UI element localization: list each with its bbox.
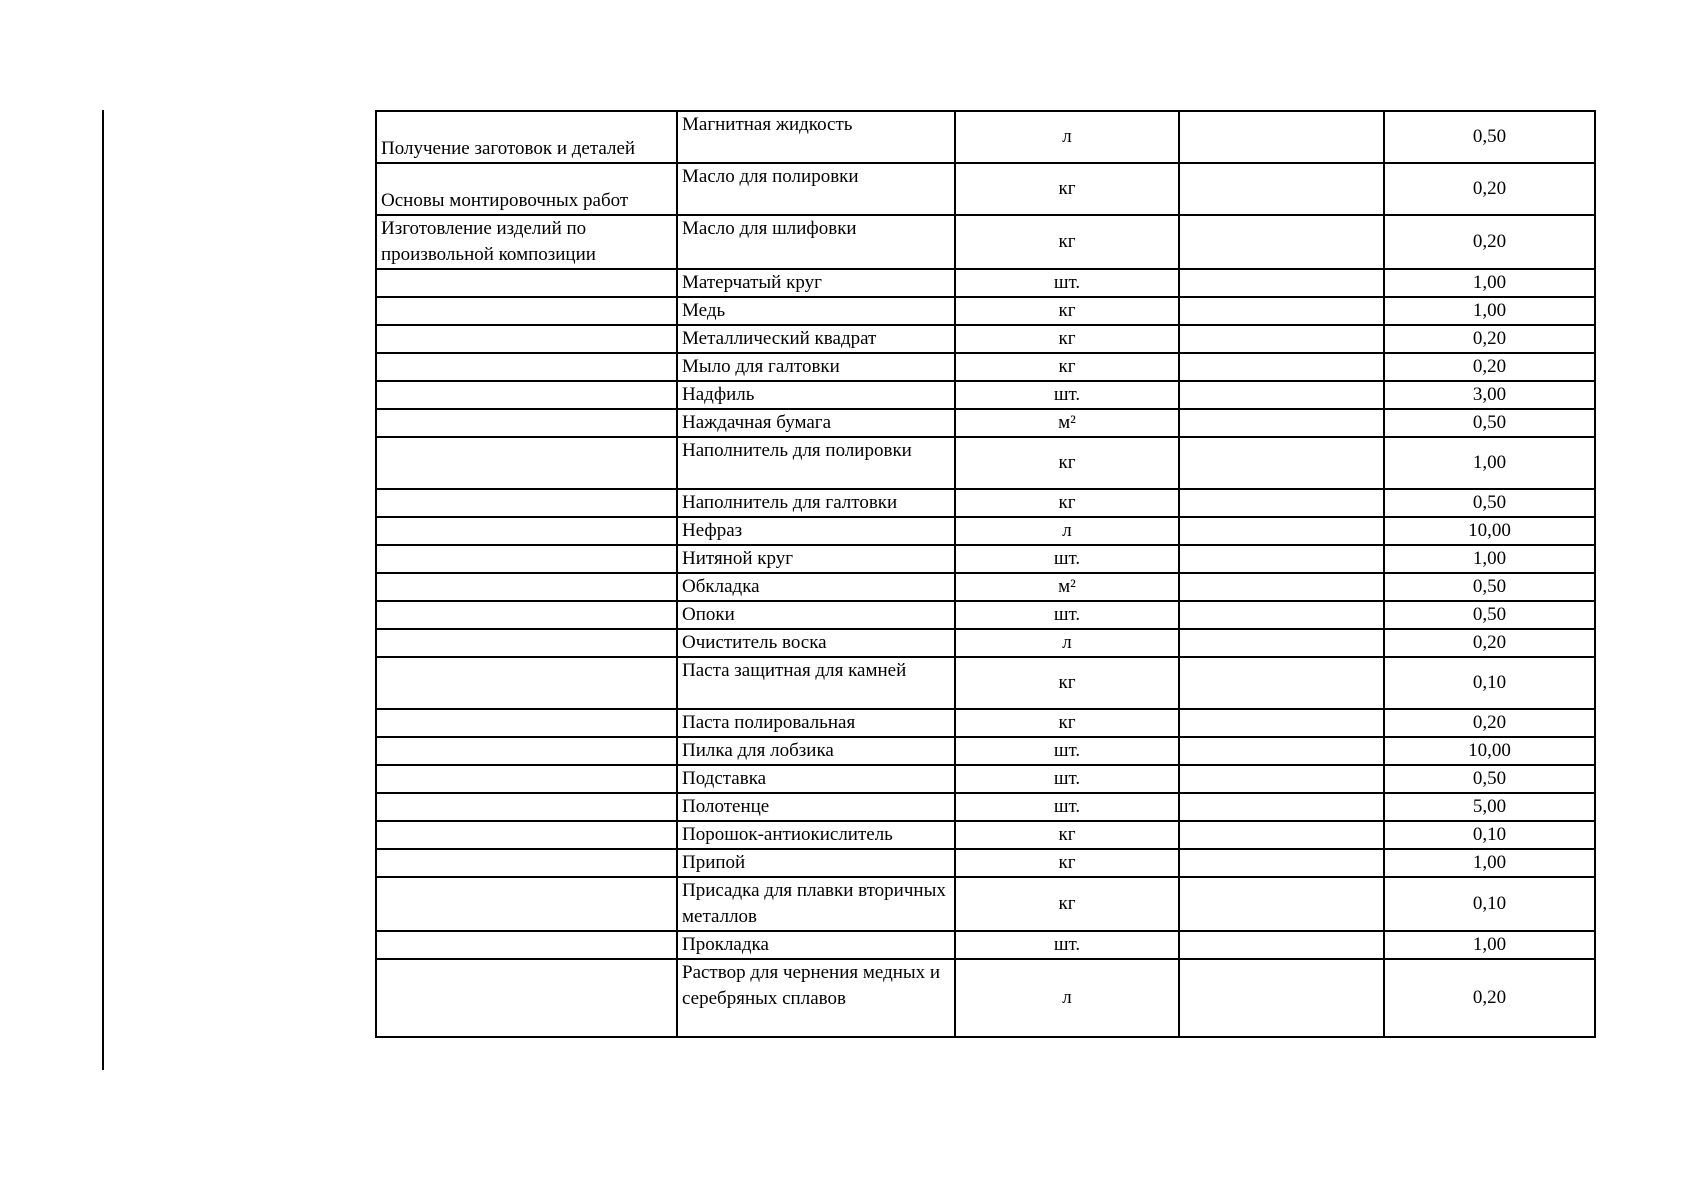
empty-cell bbox=[1179, 517, 1384, 545]
unit-cell: шт. bbox=[955, 931, 1179, 959]
table-row bbox=[376, 765, 1595, 793]
quantity-cell: 0,50 bbox=[1384, 601, 1595, 629]
table-row bbox=[376, 821, 1595, 849]
unit-cell: кг bbox=[955, 657, 1179, 709]
unit-cell: кг bbox=[955, 353, 1179, 381]
table-row bbox=[376, 489, 1595, 517]
quantity-cell: 1,00 bbox=[1384, 545, 1595, 573]
unit-cell: шт. bbox=[955, 381, 1179, 409]
topic-cell bbox=[376, 709, 677, 737]
unit-cell: кг bbox=[955, 849, 1179, 877]
material-name-cell: Раствор для чернения медных и серебряных сплавов bbox=[677, 959, 955, 1037]
material-name-cell: Подставка bbox=[677, 765, 955, 793]
quantity-cell: 0,20 bbox=[1384, 325, 1595, 353]
table-row bbox=[376, 793, 1595, 821]
topic-cell: Основы монтировочных работ bbox=[376, 163, 677, 215]
topic-cell bbox=[376, 931, 677, 959]
unit-cell: шт. bbox=[955, 269, 1179, 297]
unit-cell: л bbox=[955, 959, 1179, 1037]
empty-cell bbox=[1179, 601, 1384, 629]
quantity-cell: 1,00 bbox=[1384, 437, 1595, 489]
table-row bbox=[376, 877, 1595, 931]
table-row bbox=[376, 601, 1595, 629]
empty-cell bbox=[1179, 877, 1384, 931]
material-name-cell: Наполнитель для полировки bbox=[677, 437, 955, 489]
material-name-cell: Прокладка bbox=[677, 931, 955, 959]
quantity-cell: 5,00 bbox=[1384, 793, 1595, 821]
table-row bbox=[376, 269, 1595, 297]
topic-cell bbox=[376, 437, 677, 489]
table-row bbox=[376, 517, 1595, 545]
table-row bbox=[376, 215, 1595, 269]
unit-cell: л bbox=[955, 111, 1179, 163]
empty-cell bbox=[1179, 381, 1384, 409]
unit-cell: л bbox=[955, 629, 1179, 657]
empty-cell bbox=[1179, 959, 1384, 1037]
empty-cell bbox=[1179, 821, 1384, 849]
unit-cell: кг bbox=[955, 163, 1179, 215]
quantity-cell: 0,20 bbox=[1384, 163, 1595, 215]
topic-cell bbox=[376, 297, 677, 325]
quantity-cell: 0,10 bbox=[1384, 657, 1595, 709]
material-name-cell: Опоки bbox=[677, 601, 955, 629]
topic-cell bbox=[376, 489, 677, 517]
unit-cell: шт. bbox=[955, 737, 1179, 765]
quantity-cell: 1,00 bbox=[1384, 269, 1595, 297]
topic-cell bbox=[376, 849, 677, 877]
topic-cell bbox=[376, 657, 677, 709]
table-row bbox=[376, 381, 1595, 409]
materials-table bbox=[375, 110, 1596, 1038]
material-name-cell: Медь bbox=[677, 297, 955, 325]
unit-cell: м² bbox=[955, 573, 1179, 601]
material-name-cell: Нитяной круг bbox=[677, 545, 955, 573]
topic-cell bbox=[376, 381, 677, 409]
quantity-cell: 1,00 bbox=[1384, 297, 1595, 325]
unit-cell: кг bbox=[955, 821, 1179, 849]
quantity-cell: 0,50 bbox=[1384, 409, 1595, 437]
material-name-cell: Припой bbox=[677, 849, 955, 877]
unit-cell: кг bbox=[955, 437, 1179, 489]
table-row bbox=[376, 163, 1595, 215]
topic-cell bbox=[376, 821, 677, 849]
quantity-cell: 0,20 bbox=[1384, 353, 1595, 381]
unit-cell: кг bbox=[955, 709, 1179, 737]
materials-table-body bbox=[376, 111, 1595, 1037]
material-name-cell: Полотенце bbox=[677, 793, 955, 821]
quantity-cell: 0,20 bbox=[1384, 959, 1595, 1037]
unit-cell: кг bbox=[955, 877, 1179, 931]
topic-cell bbox=[376, 629, 677, 657]
unit-cell: шт. bbox=[955, 765, 1179, 793]
table-row bbox=[376, 709, 1595, 737]
topic-cell bbox=[376, 737, 677, 765]
topic-cell bbox=[376, 269, 677, 297]
topic-cell: Получение заготовок и деталей bbox=[376, 111, 677, 163]
table-row bbox=[376, 545, 1595, 573]
empty-cell bbox=[1179, 437, 1384, 489]
table-row bbox=[376, 959, 1595, 1037]
quantity-cell: 1,00 bbox=[1384, 931, 1595, 959]
topic-cell bbox=[376, 959, 677, 1037]
material-name-cell: Масло для шлифовки bbox=[677, 215, 955, 269]
quantity-cell: 0,20 bbox=[1384, 629, 1595, 657]
empty-cell bbox=[1179, 325, 1384, 353]
material-name-cell: Масло для полировки bbox=[677, 163, 955, 215]
empty-cell bbox=[1179, 409, 1384, 437]
table-row bbox=[376, 573, 1595, 601]
quantity-cell: 0,50 bbox=[1384, 765, 1595, 793]
topic-cell bbox=[376, 601, 677, 629]
topic-cell bbox=[376, 409, 677, 437]
topic-cell bbox=[376, 353, 677, 381]
quantity-cell: 0,50 bbox=[1384, 573, 1595, 601]
unit-cell: кг bbox=[955, 297, 1179, 325]
unit-cell: кг bbox=[955, 489, 1179, 517]
unit-cell: шт. bbox=[955, 601, 1179, 629]
topic-cell bbox=[376, 517, 677, 545]
unit-cell: м² bbox=[955, 409, 1179, 437]
table-row bbox=[376, 849, 1595, 877]
empty-cell bbox=[1179, 573, 1384, 601]
topic-cell: Изготовление изделий по произвольной композиции bbox=[376, 215, 677, 269]
topic-cell bbox=[376, 877, 677, 931]
empty-cell bbox=[1179, 297, 1384, 325]
unit-cell: кг bbox=[955, 215, 1179, 269]
table-row bbox=[376, 325, 1595, 353]
material-name-cell: Нефраз bbox=[677, 517, 955, 545]
material-name-cell: Очиститель воска bbox=[677, 629, 955, 657]
material-name-cell: Наждачная бумага bbox=[677, 409, 955, 437]
table-row bbox=[376, 629, 1595, 657]
table-row bbox=[376, 353, 1595, 381]
material-name-cell: Паста полировальная bbox=[677, 709, 955, 737]
empty-cell bbox=[1179, 545, 1384, 573]
empty-cell bbox=[1179, 657, 1384, 709]
empty-cell bbox=[1179, 489, 1384, 517]
quantity-cell: 1,00 bbox=[1384, 849, 1595, 877]
material-name-cell: Матерчатый круг bbox=[677, 269, 955, 297]
material-name-cell: Магнитная жидкость bbox=[677, 111, 955, 163]
material-name-cell: Мыло для галтовки bbox=[677, 353, 955, 381]
empty-cell bbox=[1179, 269, 1384, 297]
quantity-cell: 0,10 bbox=[1384, 821, 1595, 849]
material-name-cell: Наполнитель для галтовки bbox=[677, 489, 955, 517]
unit-cell: л bbox=[955, 517, 1179, 545]
empty-cell bbox=[1179, 931, 1384, 959]
quantity-cell: 0,50 bbox=[1384, 111, 1595, 163]
unit-cell: шт. bbox=[955, 545, 1179, 573]
material-name-cell: Металлический квадрат bbox=[677, 325, 955, 353]
quantity-cell: 0,20 bbox=[1384, 709, 1595, 737]
page-margin-line bbox=[102, 110, 104, 1070]
table-row bbox=[376, 737, 1595, 765]
empty-cell bbox=[1179, 163, 1384, 215]
empty-cell bbox=[1179, 709, 1384, 737]
topic-cell bbox=[376, 325, 677, 353]
table-row bbox=[376, 657, 1595, 709]
quantity-cell: 3,00 bbox=[1384, 381, 1595, 409]
empty-cell bbox=[1179, 793, 1384, 821]
unit-cell: шт. bbox=[955, 793, 1179, 821]
material-name-cell: Обкладка bbox=[677, 573, 955, 601]
material-name-cell: Порошок-антиокислитель bbox=[677, 821, 955, 849]
empty-cell bbox=[1179, 629, 1384, 657]
quantity-cell: 10,00 bbox=[1384, 517, 1595, 545]
empty-cell bbox=[1179, 849, 1384, 877]
quantity-cell: 10,00 bbox=[1384, 737, 1595, 765]
quantity-cell: 0,50 bbox=[1384, 489, 1595, 517]
material-name-cell: Пилка для лобзика bbox=[677, 737, 955, 765]
empty-cell bbox=[1179, 111, 1384, 163]
material-name-cell: Надфиль bbox=[677, 381, 955, 409]
table-row bbox=[376, 931, 1595, 959]
topic-cell bbox=[376, 573, 677, 601]
table-row bbox=[376, 409, 1595, 437]
table-row bbox=[376, 437, 1595, 489]
topic-cell bbox=[376, 765, 677, 793]
quantity-cell: 0,10 bbox=[1384, 877, 1595, 931]
empty-cell bbox=[1179, 765, 1384, 793]
empty-cell bbox=[1179, 737, 1384, 765]
empty-cell bbox=[1179, 353, 1384, 381]
material-name-cell: Присадка для плавки вторичных металлов bbox=[677, 877, 955, 931]
table-row bbox=[376, 111, 1595, 163]
topic-cell bbox=[376, 545, 677, 573]
table-row bbox=[376, 297, 1595, 325]
unit-cell: кг bbox=[955, 325, 1179, 353]
quantity-cell: 0,20 bbox=[1384, 215, 1595, 269]
empty-cell bbox=[1179, 215, 1384, 269]
material-name-cell: Паста защитная для камней bbox=[677, 657, 955, 709]
topic-cell bbox=[376, 793, 677, 821]
